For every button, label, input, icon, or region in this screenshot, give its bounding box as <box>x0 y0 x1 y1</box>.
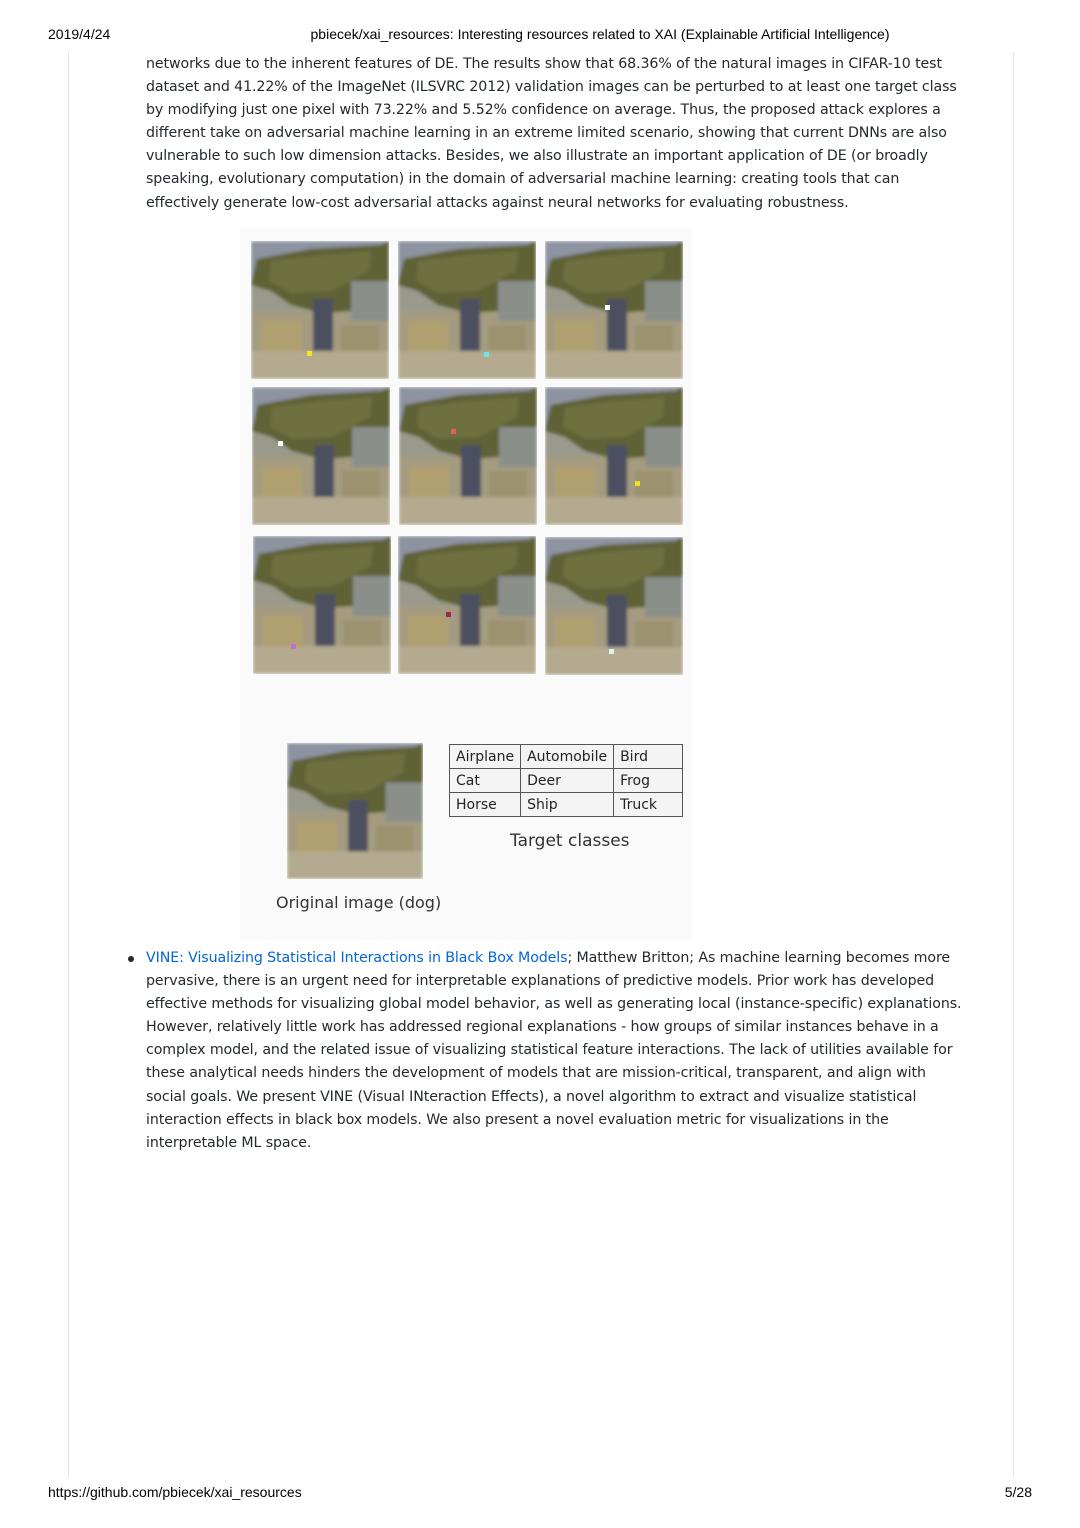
print-header <box>0 26 1080 46</box>
vine-paper-link[interactable]: VINE: Visualizing Statistical Interactions in Black Box Models <box>146 950 568 966</box>
perturbed-pixel <box>451 429 456 434</box>
table-cell: Ship <box>521 793 614 817</box>
table-cell: Cat <box>450 769 521 793</box>
table-row <box>450 745 683 769</box>
table-cell: Deer <box>521 769 614 793</box>
perturbed-image <box>399 387 537 525</box>
perturbed-pixel <box>446 612 451 617</box>
perturbed-pixel <box>605 305 610 310</box>
list-item <box>146 947 968 1155</box>
print-date: 2019/4/24 <box>48 26 111 42</box>
target-classes-caption: Target classes <box>510 831 630 851</box>
abstract-continuation <box>146 53 968 215</box>
print-url: https://github.com/pbiecek/xai_resources <box>48 1484 302 1500</box>
table-cell: Frog <box>614 769 683 793</box>
perturbed-image <box>251 241 389 379</box>
original-dog-image <box>287 743 423 879</box>
perturbed-pixel <box>291 644 296 649</box>
perturbed-image <box>253 536 391 674</box>
perturbed-pixel <box>609 649 614 654</box>
print-page-title: pbiecek/xai_resources: Interesting resources related to XAI (Explainable Artificial Intelligence) <box>310 26 890 42</box>
table-cell: Bird <box>614 745 683 769</box>
print-page-number: 5/28 <box>1004 1484 1032 1500</box>
perturbed-image <box>545 241 683 379</box>
perturbed-pixel <box>307 351 312 356</box>
print-footer <box>0 1484 1080 1504</box>
content-border-right <box>1013 52 1014 1477</box>
perturbed-image <box>545 387 683 525</box>
perturbed-image <box>398 241 536 379</box>
list-bullet <box>128 956 134 962</box>
content-border-left <box>68 52 69 1477</box>
table-row <box>450 769 683 793</box>
perturbed-image <box>398 536 536 674</box>
table-cell: Automobile <box>521 745 614 769</box>
perturbed-image <box>545 537 683 675</box>
table-cell: Truck <box>614 793 683 817</box>
perturbed-pixel <box>635 481 640 486</box>
vine-description: ; Matthew Britton; As machine learning becomes more pervasive, there is an urgent need for interpretable explanations of predictive models. Prior work has developed effective methods for visualizing global model behavior, as well as generating local (instance-specific) explanations. However, relatively little work has addressed regional explanations - how groups of similar instances behave in a complex model, and the related issue of visualizing statistical feature interactions. The lack of utilities available for these analytical needs hinders the development of models that are mission-critical, transparent, and align with social goals. We present VINE (Visual INteraction Effects), a novel algorithm to extract and visualize statistical interaction effects in black box models. We also present a novel evaluation metric for visualizations in the interpretable ML space. <box>146 950 962 1151</box>
perturbed-image <box>252 387 390 525</box>
original-image-caption: Original image (dog) <box>276 893 442 912</box>
abstract-text: networks due to the inherent features of DE. The results show that 68.36% of the natural images in CIFAR-10 test dataset and 41.22% of the ImageNet (ILSVRC 2012) validation images can be perturbed to at least one target class by modifying just one pixel with 73.22% and 5.52% confidence on average. Thus, the proposed attack explores a different take on adversarial machine learning in an extreme limited scenario, showing that current DNNs are also vulnerable to such low dimension attacks. Besides, we also illustrate an important application of DE (or broadly speaking, evolutionary computation) in the domain of adversarial machine learning: creating tools that can effectively generate low-cost adversarial attacks against neural networks for evaluating robustness. <box>146 56 957 211</box>
perturbed-pixel <box>484 352 489 357</box>
table-row <box>450 793 683 817</box>
target-classes-table <box>449 744 683 817</box>
table-cell: Airplane <box>450 745 521 769</box>
table-cell: Horse <box>450 793 521 817</box>
perturbed-pixel <box>278 441 283 446</box>
